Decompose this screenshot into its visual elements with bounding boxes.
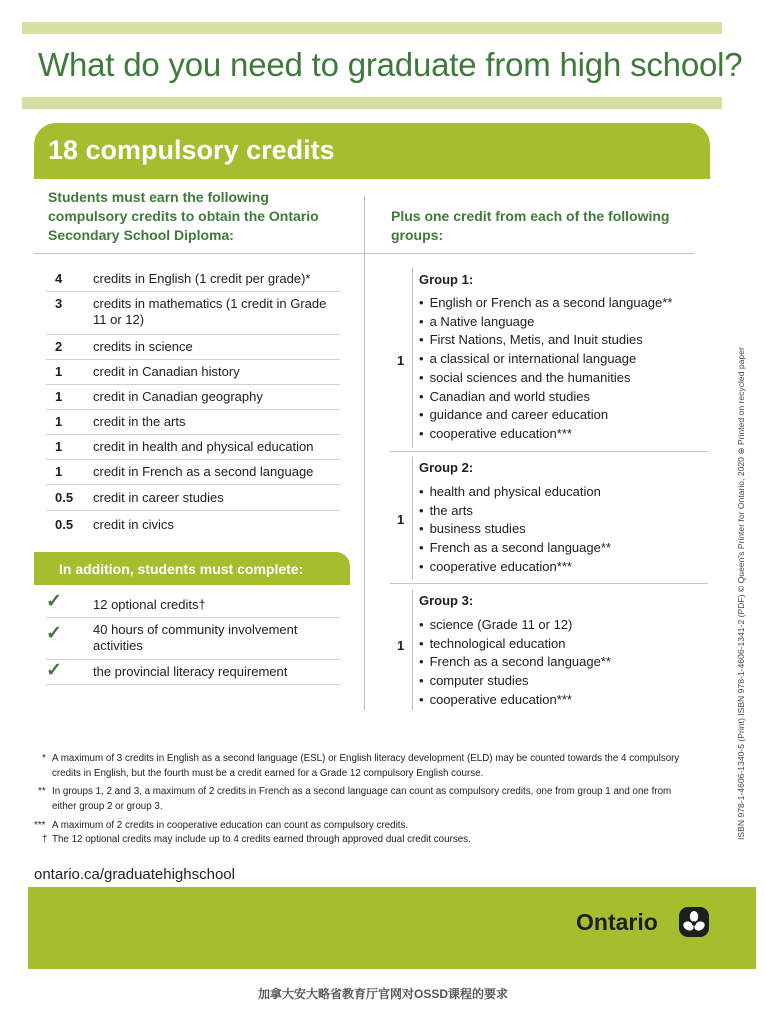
credit-row	[46, 460, 340, 485]
group-list	[419, 483, 611, 577]
list-item: • a classical or international language	[419, 350, 672, 369]
credit-row	[46, 485, 340, 511]
group-bracket-line	[412, 457, 413, 579]
list-item: • a Native language	[419, 313, 672, 332]
group-bracket-line	[412, 268, 413, 448]
footnote-text: A maximum of 2 credits in cooperative education can count as compulsory credits.	[52, 820, 409, 831]
footnote	[38, 832, 698, 847]
compulsory-credits-header	[34, 123, 710, 179]
footnote	[38, 751, 698, 781]
credit-description: credit in civics	[93, 517, 174, 532]
group-title: Group 2:	[419, 460, 474, 475]
compulsory-intro: Students must earn the following compulsory credits to obtain the Ontario Secondary School Diploma:	[48, 189, 319, 243]
list-item: • business studies	[419, 520, 611, 539]
checkmark-icon: ✓	[46, 591, 62, 612]
checkmark-icon: ✓	[46, 660, 62, 681]
group-list	[419, 616, 611, 710]
footnote	[34, 818, 698, 833]
credit-row	[46, 266, 340, 292]
top-bar	[22, 22, 722, 34]
requirement-row	[46, 618, 340, 660]
credit-row	[46, 360, 340, 385]
credit-row	[46, 335, 340, 360]
credit-description: credit in Canadian geography	[93, 389, 263, 404]
list-item: • cooperative education***	[419, 691, 611, 710]
list-item: • social sciences and the humanities	[419, 369, 672, 388]
list-item: • the arts	[419, 502, 611, 521]
requirement-row	[46, 660, 340, 685]
ontario-logo-text: Ontario	[576, 909, 658, 935]
group-title: Group 1:	[419, 272, 474, 287]
footnote-marker: **	[38, 786, 46, 797]
credit-description: credit in Canadian history	[93, 364, 240, 379]
credit-row	[46, 385, 340, 410]
list-item: • health and physical education	[419, 483, 611, 502]
credit-description: credits in science	[93, 339, 193, 354]
requirement-row	[46, 592, 340, 618]
list-item: • First Nations, Metis, and Inuit studies	[419, 331, 672, 350]
list-item: • cooperative education***	[419, 425, 672, 444]
footnote-marker: *	[42, 753, 46, 764]
list-item: • French as a second language**	[419, 539, 611, 558]
credit-description: credits in English (1 credit per grade)*	[93, 271, 311, 286]
column-divider	[364, 196, 365, 710]
isbn-side-text: ISBN 978-1-4606-1340-5 (Print) ISBN 978-1-4606-1341-2 (PDF) © Queen's Printer for Ontario, 2020 ⊕ Printed on recycled paper	[736, 347, 746, 840]
addition-label: In addition, students must complete:	[59, 561, 304, 577]
group-title: Group 3:	[419, 593, 474, 608]
requirement-description: 40 hours of community involvement activities	[93, 622, 298, 653]
credit-description: credit in career studies	[93, 490, 224, 505]
requirement-description: the provincial literacy requirement	[93, 664, 288, 679]
credit-count: 1	[55, 414, 63, 429]
group-credit-count: 1	[397, 638, 405, 653]
group-divider	[390, 583, 708, 584]
list-item: • English or French as a second language**	[419, 294, 672, 313]
footnote-text: The 12 optional credits may include up to 4 credits earned through approved dual credit courses.	[52, 834, 471, 845]
list-item: • computer studies	[419, 672, 611, 691]
list-item: • technological education	[419, 635, 611, 654]
credit-count: 0.5	[55, 490, 74, 505]
credit-row	[46, 435, 340, 460]
footnote-marker: †	[42, 834, 48, 845]
requirement-description: 12 optional credits†	[93, 597, 206, 612]
group-bracket-line	[412, 590, 413, 710]
credit-count: 2	[55, 339, 63, 354]
group-divider	[390, 451, 708, 452]
footnote-text: In groups 1, 2 and 3, a maximum of 2 credits in French as a second language can count as compulsory credits, one from group 1 and one from either group 2 or group 3.	[52, 786, 672, 812]
group-list	[419, 294, 672, 444]
credit-count: 1	[55, 439, 63, 454]
header-label: 18 compulsory credits	[48, 135, 335, 165]
credit-description: credit in the arts	[93, 414, 186, 429]
group-credit-count: 1	[397, 512, 405, 527]
image-caption: 加拿大安大略省教育厅官网对OSSD课程的要求	[257, 987, 508, 1001]
credit-count: 1	[55, 389, 63, 404]
credit-count: 0.5	[55, 517, 74, 532]
website-link[interactable]: ontario.ca/graduatehighschool	[34, 866, 235, 883]
list-item: • guidance and career education	[419, 406, 672, 425]
footnote	[38, 784, 698, 814]
credit-description: credits in mathematics (1 credit in Grade 11 or 12)	[93, 296, 327, 327]
addition-header	[34, 552, 350, 585]
list-item: • Canadian and world studies	[419, 388, 672, 407]
credit-count: 1	[55, 464, 63, 479]
trillium-logo-icon	[678, 906, 710, 938]
intro-divider-right	[364, 253, 694, 254]
groups-intro: Plus one credit from each of the following groups:	[391, 208, 670, 243]
group-credit-count: 1	[397, 353, 405, 368]
credit-description: credit in French as a second language	[93, 464, 314, 479]
page-title: What do you need to graduate from high school?	[38, 46, 743, 83]
list-item: • science (Grade 11 or 12)	[419, 616, 611, 635]
footnote-text: A maximum of 3 credits in English as a second language (ESL) or English literacy development (ELD) may be counted towards the 4 compulsory credits in English, but the fourth must be a credit earned for a Grade 12 compulsory English course.	[52, 753, 680, 779]
intro-divider-left	[34, 253, 364, 254]
footnote-marker: ***	[34, 820, 46, 831]
credit-row	[46, 292, 340, 335]
credit-count: 1	[55, 364, 63, 379]
title-underline-bar	[22, 97, 722, 109]
list-item: • cooperative education***	[419, 558, 611, 577]
credit-count: 3	[55, 296, 63, 311]
credit-description: credit in health and physical education	[93, 439, 314, 454]
credit-row	[46, 511, 340, 537]
checkmark-icon: ✓	[46, 623, 62, 644]
credit-row	[46, 410, 340, 435]
credit-count: 4	[55, 271, 63, 286]
list-item: • French as a second language**	[419, 653, 611, 672]
